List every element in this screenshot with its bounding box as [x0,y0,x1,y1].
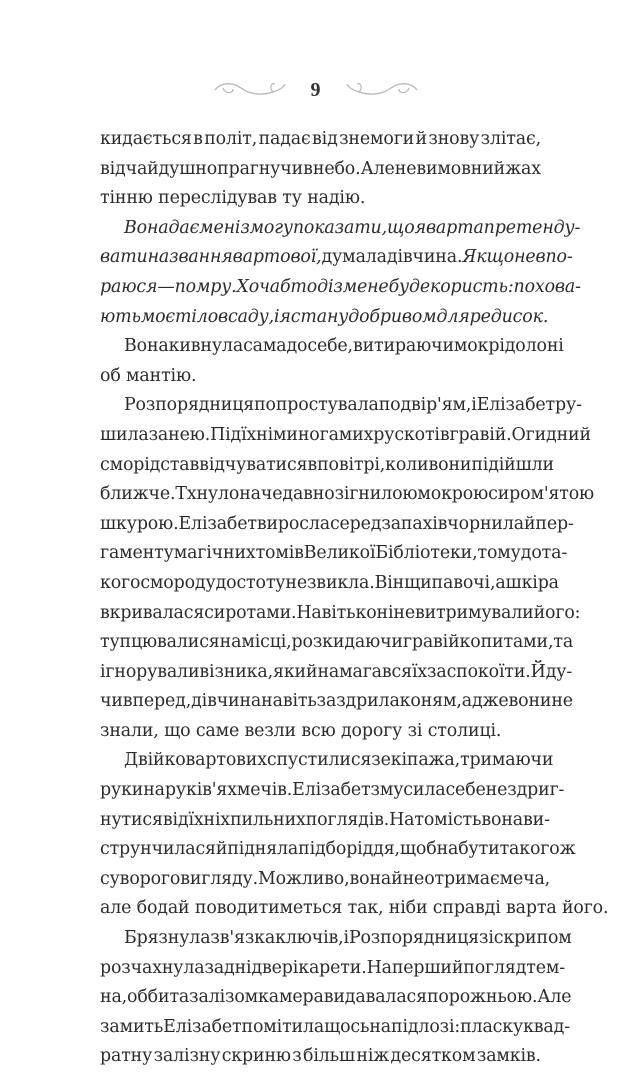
word: Елізабет [178,513,257,534]
word: не [514,247,536,268]
word: вати [100,247,148,268]
word: зі [407,720,428,741]
word: сморід [100,454,161,475]
word: дівчина [191,691,262,712]
word: за [148,424,169,445]
word: надію. [307,188,366,209]
word: очі, [462,572,496,593]
word: гравій [402,632,460,653]
word: повітрі, [317,454,386,475]
word: замків. [476,1046,541,1067]
word: відчуватися [199,454,308,475]
word: підлозі: [391,1016,461,1037]
word: впо- [535,247,573,268]
text-line [100,806,550,836]
word: залізну [153,1046,221,1067]
word: ніж [356,1046,390,1067]
word: ратну [100,1046,153,1067]
word: струнчилася [100,839,216,860]
word: знали, [100,720,165,741]
word: і [343,928,349,949]
word: ють [100,306,141,327]
word: їхніх [188,809,231,830]
word: такого [499,839,560,860]
word: більш [303,1046,355,1067]
word: Він [374,572,405,593]
word: чорнила [447,513,524,534]
word: екіпажа, [380,750,461,771]
word: задні [204,957,252,978]
word: не [402,868,425,889]
word: і [274,306,280,327]
word: запахів [381,513,448,534]
flourish-ornament-left-icon [211,78,289,102]
word: та [553,632,574,653]
word: буде [388,276,430,297]
word: на [219,632,242,653]
word: столиці. [427,720,502,741]
word: Брязнула [124,928,211,949]
word: їхніми [241,424,298,445]
word: Великої [303,543,376,564]
text-line [100,332,564,362]
word: коли [385,454,429,475]
word: Але [360,158,395,179]
word: раюся [100,276,158,297]
text-line [100,243,573,273]
word: не [285,572,307,593]
word: вони [508,691,552,712]
word: в [303,158,313,179]
text-line [100,687,573,717]
word: підборіддя, [298,839,400,860]
word: Йду- [530,661,573,682]
word: злітає, [480,129,541,149]
word: звикла. [306,572,375,593]
word: бодай [136,898,195,919]
word: вперед, [122,691,192,712]
word: залізом [189,987,259,1008]
word: показати, [292,217,387,238]
text-line [100,539,568,569]
word: суворого [100,868,181,889]
word: скрипом [493,928,572,949]
word: візника, [199,661,273,682]
word: й [523,513,536,534]
word: скриню [221,1046,291,1067]
word: помітила [241,1016,325,1037]
word: вигляду. [180,868,258,889]
word: з [333,276,343,297]
word: відчайдушно [100,158,218,179]
word: сиром'ятою [488,484,595,505]
word: погляд [463,957,527,978]
word: гравій. [449,424,512,445]
word: Розпорядниця [348,928,480,949]
word: хрускотів [363,424,450,445]
word: витираючи [352,336,454,357]
word: чи [100,691,123,712]
word: користь: [430,276,514,297]
flourish-ornament-right-icon [343,78,421,102]
word: себе [445,780,486,801]
word: давно [282,484,335,505]
word: кого [100,572,141,593]
word: зігнилою [334,484,418,505]
body-text [100,125,609,1072]
word: коні [355,602,394,623]
word: й [415,129,427,149]
word: Можливо, [258,868,350,889]
word: варта [425,217,484,238]
word: саду, [228,306,274,327]
word: видавалася [323,987,427,1008]
text-line [100,451,554,481]
word: Бібліотеки, [375,543,478,564]
word: Розпорядниця [124,395,255,416]
word: на, [100,987,128,1008]
word: камера [258,987,324,1008]
word: я [279,306,291,327]
word: я [414,217,426,238]
word: серед [329,513,382,534]
word: вартової, [232,247,322,268]
word: Вона [124,217,169,238]
word: тримаючи [460,750,554,771]
word: руки [100,780,144,801]
word: б [279,276,291,297]
word: достоту [215,572,286,593]
word: адже [461,691,509,712]
word: небо. [312,158,361,179]
word: підняла [227,839,299,860]
word: себе, [307,336,353,357]
word: переслідував [158,188,283,209]
word: не [485,780,508,801]
word: пильних [230,809,306,830]
word: не [551,691,573,712]
word: тінню [100,188,159,209]
word: Тхнуло [175,484,240,505]
word: тем- [526,957,565,978]
text-line [100,184,541,214]
word: на [147,247,170,268]
word: квад- [523,1016,570,1037]
word: отримає [424,868,500,889]
word: не [393,602,415,623]
word: заспокоїти. [427,661,531,682]
word: для [436,306,470,327]
word: ру- [555,395,582,416]
word: і [471,395,477,416]
word: щоб [399,839,437,860]
word: зі [479,928,494,949]
word: від [162,809,189,830]
word: з [292,1046,302,1067]
word: падає [258,129,311,149]
word: ближче. [100,484,176,505]
word: мені [199,217,241,238]
text-line [100,1042,541,1072]
word: коням, [399,691,462,712]
text-line [100,658,573,688]
word: заздрила [316,691,400,712]
word: щипав [404,572,463,593]
word: став [160,454,200,475]
text-line [100,303,549,333]
word: Вона [124,336,169,357]
word: підійшли [471,454,554,475]
word: ногами [297,424,364,445]
word: сама [243,336,287,357]
word: саме [195,720,245,741]
word: шкіра [505,572,559,593]
word: тупцювалися [100,632,220,653]
word: вартових [185,750,267,771]
word: долоні [504,336,564,357]
page-header [0,72,631,108]
text-line [100,835,576,865]
text-line [100,746,554,776]
word: редисок. [469,306,549,327]
word: шила [100,424,149,445]
word: думала [321,247,387,268]
word: Під [210,424,242,445]
word: об [100,365,127,386]
word: ту [282,188,308,209]
word: стану [290,306,349,327]
word: навіть [261,691,317,712]
word: мокрі [453,336,505,357]
word: сиротами. [204,602,297,623]
text-line [100,717,541,747]
word: його: [533,602,581,623]
word: двері [251,957,299,978]
text-line [100,569,559,599]
word: мокрою [417,484,489,505]
word: Елізабет [292,780,371,801]
word: що [386,217,415,238]
word: його. [561,898,609,919]
word: в [307,454,318,475]
word: ви- [522,809,550,830]
word: та- [541,543,568,564]
word: до [520,543,542,564]
text-line [100,954,565,984]
word: кивнула [168,336,244,357]
word: тіло [175,306,219,327]
word: знемоги [339,129,415,149]
word: й [391,868,403,889]
word: мить [119,1016,164,1037]
text-line [100,421,591,451]
word: до [286,336,308,357]
word: Якщо [462,247,515,268]
word: варта [506,898,562,919]
word: пер- [535,513,574,534]
word: гаменту [100,543,174,564]
word: перший [391,957,464,978]
word: вона [349,868,392,889]
text-line [100,865,551,895]
word: нутися [100,809,163,830]
word: ключів, [275,928,344,949]
word: претенду- [483,217,581,238]
word: попростувала [254,395,379,416]
word: виросла [256,513,330,534]
word: подвір'ям, [378,395,472,416]
word: Огидний [511,424,591,445]
word: їх [411,661,428,682]
word: похова- [513,276,581,297]
text-line [100,776,565,806]
text-line [100,628,574,658]
text-line [100,599,581,629]
word: невимовний [394,158,506,179]
word: смороду [140,572,216,593]
word: дорогу [340,720,408,741]
text-line [100,273,581,303]
word: Навіть [296,602,356,623]
word: вкривалася [100,602,205,623]
word: мечів. [236,780,293,801]
word: дає [168,217,200,238]
word: Натомість [389,809,482,830]
text-line [100,214,581,244]
word: Елізабет [163,1016,242,1037]
word: ігнорували [100,661,200,682]
word: змусила [370,780,446,801]
word: поводитиметься [194,898,348,919]
word: жах [505,158,541,179]
word: — [157,276,175,297]
word: спустилися [266,750,372,771]
word: в [193,129,203,149]
text-line [100,924,572,954]
word: зв'язка [210,928,276,949]
word: ніби [388,898,433,919]
word: поглядів. [305,809,390,830]
word: Але [537,987,572,1008]
word: знову [428,129,480,149]
text-line [100,155,541,185]
word: помру. [174,276,237,297]
word: везли [244,720,302,741]
word: меча, [499,868,551,889]
word: дівчина. [386,247,463,268]
word: здриг- [507,780,565,801]
word: оббита [127,987,190,1008]
text-line [100,510,574,540]
word: який [273,661,318,682]
text-line [100,894,609,924]
word: прагнучи [217,158,304,179]
word: копитами, [459,632,554,653]
word: тоді [290,276,334,297]
word: ж [559,839,576,860]
word: місці, [241,632,292,653]
word: щось [324,1016,370,1037]
word: що [164,720,196,741]
word: змогу [240,217,293,238]
word: моє [140,306,176,327]
word: На [366,957,392,978]
word: набути [436,839,500,860]
word: за [100,1016,120,1037]
word: кидається [100,129,192,149]
word: звання [169,247,233,268]
word: пласку [460,1016,524,1037]
word: руків'ях [164,780,237,801]
word: вона [481,809,523,830]
text-line [100,983,572,1013]
word: намагався [317,661,412,682]
word: вони [428,454,472,475]
word: томів [255,543,304,564]
word: розкидаючи [291,632,403,653]
word: в [218,306,228,327]
word: наче [239,484,283,505]
word: шкурою. [100,513,179,534]
text-line [100,125,541,155]
text-line [100,480,595,510]
word: справді [432,898,507,919]
word: розчахнула [100,957,205,978]
word: а [495,572,506,593]
word: всю [301,720,341,741]
word: з [371,750,381,771]
word: Елізабет [476,395,556,416]
word: порожньою. [426,987,538,1008]
word: магічних [173,543,256,564]
word: Хоча [236,276,280,297]
word: й [215,839,228,860]
word: нею. [168,424,211,445]
page-number: 9 [310,78,321,101]
text-line [100,362,541,392]
word: добривом [348,306,437,327]
word: мантію. [126,365,197,386]
word: від [312,129,338,149]
word: але [100,898,137,919]
word: на [143,780,165,801]
text-line [100,391,582,421]
text-line [100,1013,570,1043]
word: на [369,1016,392,1037]
word: десятком [390,1046,476,1067]
word: мене [342,276,389,297]
word: карети. [298,957,367,978]
word: витримували [414,602,534,623]
word: тому [477,543,521,564]
word: політ, [204,129,258,149]
word: так, [347,898,389,919]
word: Двійко [124,750,186,771]
